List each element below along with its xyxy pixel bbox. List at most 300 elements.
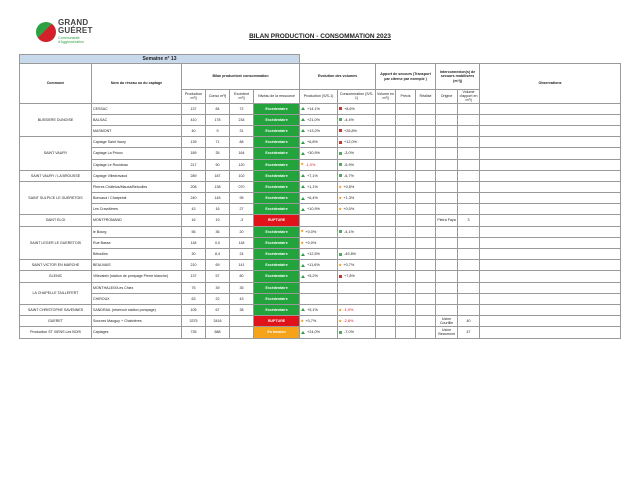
apport-volume-cell bbox=[376, 282, 396, 293]
commune-cell: Production ST VIENS Les BOIS bbox=[20, 327, 92, 338]
square-icon bbox=[339, 331, 342, 334]
conso-evo-cell-value: -6,7% bbox=[344, 173, 354, 178]
conso-cell: 36 bbox=[206, 226, 230, 237]
production-cell: 3375 bbox=[182, 316, 206, 327]
apport-precis-cell bbox=[396, 215, 416, 226]
origine-cell bbox=[436, 226, 458, 237]
origine-cell bbox=[436, 204, 458, 215]
observations-cell bbox=[480, 215, 621, 226]
apport-realise-cell bbox=[416, 237, 436, 248]
conso-evo-cell-value: +0,0% bbox=[343, 207, 355, 212]
conso-evo-cell-value: +1,3% bbox=[343, 196, 355, 201]
vol-apport-cell bbox=[458, 103, 480, 114]
commune-cell: SAINT CHRISTOPHE SAVENNES bbox=[20, 304, 92, 315]
observations-cell bbox=[480, 148, 621, 159]
apport-precis-cell bbox=[396, 327, 416, 338]
conso-evo-cell bbox=[338, 181, 376, 192]
apport-precis-cell bbox=[396, 125, 416, 136]
apport-precis-cell bbox=[396, 193, 416, 204]
arrow-up-icon bbox=[301, 197, 305, 200]
conso-cell: 22 bbox=[206, 293, 230, 304]
prod-evo-cell-value: +5,2% bbox=[307, 274, 318, 279]
header-observations: Observations bbox=[480, 64, 621, 104]
apport-realise-cell bbox=[416, 114, 436, 125]
conso-evo-cell bbox=[338, 226, 376, 237]
niveau-badge: Excédentaire bbox=[254, 260, 300, 271]
table-row bbox=[20, 148, 621, 159]
conso-cell: 138 bbox=[206, 181, 230, 192]
arrow-up-icon bbox=[301, 141, 305, 144]
table-row bbox=[20, 170, 621, 181]
square-icon bbox=[339, 141, 342, 144]
arrow-up-icon bbox=[301, 208, 305, 211]
apport-volume-cell bbox=[376, 148, 396, 159]
excedent-cell: 141 bbox=[230, 260, 254, 271]
header-vol-apport: Volume d'apport en m³/j bbox=[458, 90, 480, 104]
production-cell: 735 bbox=[182, 327, 206, 338]
apport-volume-cell bbox=[376, 125, 396, 136]
table-row bbox=[20, 204, 621, 215]
observations-cell bbox=[480, 125, 621, 136]
origine-cell bbox=[436, 237, 458, 248]
reseau-cell: Captage La Prioux bbox=[92, 148, 182, 159]
square-icon bbox=[339, 152, 342, 155]
prod-evo-cell-value: +21,0% bbox=[307, 117, 321, 122]
reseau-cell: Captages bbox=[92, 327, 182, 338]
header-precis: Précis bbox=[396, 90, 416, 104]
production-cell: 410 bbox=[182, 114, 206, 125]
conso-evo-cell bbox=[338, 304, 376, 315]
prod-evo-cell-value: -1,0% bbox=[305, 162, 316, 167]
apport-volume-cell bbox=[376, 226, 396, 237]
conso-evo-cell bbox=[338, 159, 376, 170]
excedent-cell: 72 bbox=[230, 103, 254, 114]
reseau-cell: Captage Villedravaud bbox=[92, 170, 182, 181]
commune-cell: GUERET bbox=[20, 316, 92, 327]
niveau-badge: Excédentaire bbox=[254, 148, 300, 159]
conso-evo-cell bbox=[338, 137, 376, 148]
logo-subtitle: Communauté d'Agglomération bbox=[58, 36, 84, 44]
table-row bbox=[20, 271, 621, 282]
apport-realise-cell bbox=[416, 193, 436, 204]
prod-evo-cell bbox=[300, 114, 338, 125]
diamond-icon bbox=[339, 264, 342, 267]
reseau-cell: CESSAC bbox=[92, 103, 182, 114]
apport-realise-cell bbox=[416, 226, 436, 237]
apport-realise-cell bbox=[416, 181, 436, 192]
apport-precis-cell bbox=[396, 316, 416, 327]
conso-evo-cell bbox=[338, 237, 376, 248]
apport-precis-cell bbox=[396, 226, 416, 237]
conso-cell: 16 bbox=[206, 204, 230, 215]
excedent-cell: 120 bbox=[230, 159, 254, 170]
table-row bbox=[20, 137, 621, 148]
niveau-badge: Excédentaire bbox=[254, 193, 300, 204]
apport-precis-cell bbox=[396, 137, 416, 148]
diamond-icon bbox=[301, 163, 304, 166]
apport-precis-cell bbox=[396, 159, 416, 170]
observations-cell bbox=[480, 103, 621, 114]
apport-realise-cell bbox=[416, 293, 436, 304]
conso-evo-cell bbox=[338, 249, 376, 260]
prod-evo-cell-value: +24,0% bbox=[307, 330, 321, 335]
table-row bbox=[20, 237, 621, 248]
vol-apport-cell bbox=[458, 137, 480, 148]
reseau-cell: Captage Le Rouideau bbox=[92, 159, 182, 170]
vol-apport-cell bbox=[458, 159, 480, 170]
vol-apport-cell bbox=[458, 114, 480, 125]
report-table bbox=[19, 54, 621, 339]
excedent-cell: -3 bbox=[230, 215, 254, 226]
header-volume: Volume en m³/j bbox=[376, 90, 396, 104]
conso-cell: 67 bbox=[206, 304, 230, 315]
prod-evo-cell-value: +11,6% bbox=[307, 263, 320, 268]
production-cell: 189 bbox=[182, 148, 206, 159]
prod-evo-cell bbox=[300, 304, 338, 315]
prod-evo-cell bbox=[300, 249, 338, 260]
conso-cell: 187 bbox=[206, 170, 230, 181]
conso-evo-cell bbox=[338, 282, 376, 293]
apport-realise-cell bbox=[416, 271, 436, 282]
origine-cell bbox=[436, 159, 458, 170]
excedent-cell: 80 bbox=[230, 271, 254, 282]
header-conso: Conso m³/j bbox=[206, 90, 230, 104]
conso-cell: 688 bbox=[206, 327, 230, 338]
apport-precis-cell bbox=[396, 260, 416, 271]
diamond-icon bbox=[301, 319, 304, 322]
prod-evo-cell bbox=[300, 293, 338, 304]
niveau-badge: Excédentaire bbox=[254, 125, 300, 136]
production-cell: 217 bbox=[182, 159, 206, 170]
prod-evo-cell bbox=[300, 260, 338, 271]
production-cell: 40 bbox=[182, 125, 206, 136]
production-cell: 30 bbox=[182, 249, 206, 260]
diamond-icon bbox=[301, 230, 304, 233]
reseau-cell: Pierres Châtelus/Mauxa/Betoulles bbox=[92, 181, 182, 192]
apport-volume-cell bbox=[376, 137, 396, 148]
arrow-up-icon bbox=[301, 331, 305, 334]
conso-evo-cell-value: +0,7% bbox=[343, 263, 355, 268]
square-icon bbox=[339, 163, 342, 166]
apport-realise-cell bbox=[416, 249, 436, 260]
excedent-cell: 27 bbox=[230, 204, 254, 215]
vol-apport-cell bbox=[458, 249, 480, 260]
vol-apport-cell: 3 bbox=[458, 215, 480, 226]
apport-volume-cell bbox=[376, 170, 396, 181]
conso-evo-cell bbox=[338, 114, 376, 125]
square-icon bbox=[339, 275, 342, 278]
apport-volume-cell bbox=[376, 304, 396, 315]
header-commune: Commune bbox=[20, 64, 92, 104]
apport-volume-cell bbox=[376, 103, 396, 114]
prod-evo-cell-value: +0,0% bbox=[305, 240, 317, 245]
reseau-cell: MONTHALEIX/Les Chiez bbox=[92, 282, 182, 293]
apport-precis-cell bbox=[396, 237, 416, 248]
prod-evo-cell-value: +6,8% bbox=[307, 140, 318, 145]
prod-evo-cell bbox=[300, 148, 338, 159]
excedent-cell: 95 bbox=[230, 193, 254, 204]
conso-evo-cell bbox=[338, 271, 376, 282]
conso-evo-cell-value: +26,8% bbox=[344, 128, 358, 133]
header-excedent: Excédent m³/j bbox=[230, 90, 254, 104]
niveau-badge: Excédentaire bbox=[254, 103, 300, 114]
conso-cell: 69 bbox=[206, 260, 230, 271]
observations-cell bbox=[480, 137, 621, 148]
diamond-icon bbox=[301, 241, 304, 244]
conso-evo-cell-value: -4,4% bbox=[344, 117, 354, 122]
prod-evo-cell bbox=[300, 316, 338, 327]
apport-volume-cell bbox=[376, 159, 396, 170]
prod-evo-cell bbox=[300, 226, 338, 237]
observations-cell bbox=[480, 293, 621, 304]
conso-cell: 71 bbox=[206, 137, 230, 148]
conso-evo-cell bbox=[338, 260, 376, 271]
commune-cell: BUSSIERE DUNOISE bbox=[20, 103, 92, 137]
prod-evo-cell bbox=[300, 237, 338, 248]
vol-apport-cell bbox=[458, 260, 480, 271]
conso-cell: 84 bbox=[206, 103, 230, 114]
reseau-cell: MASMONT bbox=[92, 125, 182, 136]
observations-cell bbox=[480, 237, 621, 248]
excedent-cell: 31 bbox=[230, 125, 254, 136]
production-cell: 137 bbox=[182, 103, 206, 114]
arrow-up-icon bbox=[301, 253, 305, 256]
conso-evo-cell-value: -2,8% bbox=[343, 319, 354, 324]
excedent-cell: 070 bbox=[230, 181, 254, 192]
production-cell: 210 bbox=[182, 260, 206, 271]
apport-realise-cell bbox=[416, 170, 436, 181]
arrow-up-icon bbox=[301, 129, 305, 132]
prod-evo-cell-value: +1,1% bbox=[307, 184, 318, 189]
origine-cell bbox=[436, 170, 458, 181]
prod-evo-cell-value: +14,1% bbox=[307, 106, 321, 111]
arrow-up-icon bbox=[301, 174, 305, 177]
reseau-cell: BEAUVAIS bbox=[92, 260, 182, 271]
niveau-badge: Excédentaire bbox=[254, 181, 300, 192]
origine-cell bbox=[436, 181, 458, 192]
origine-cell bbox=[436, 125, 458, 136]
production-cell: 105 bbox=[182, 304, 206, 315]
origine-cell bbox=[436, 293, 458, 304]
apport-precis-cell bbox=[396, 181, 416, 192]
commune-cell: GLENIC bbox=[20, 271, 92, 282]
production-cell: 137 bbox=[182, 271, 206, 282]
header-prod-evo: Production (S/S-1) bbox=[300, 90, 338, 104]
table-row bbox=[20, 103, 621, 114]
header-evolution: Evolution des volumes bbox=[300, 64, 376, 90]
observations-cell bbox=[480, 170, 621, 181]
commune-cell: LA CHAPELLE TAILLEFERT bbox=[20, 282, 92, 304]
apport-precis-cell bbox=[396, 282, 416, 293]
apport-volume-cell bbox=[376, 193, 396, 204]
apport-volume-cell bbox=[376, 204, 396, 215]
prod-evo-cell bbox=[300, 271, 338, 282]
conso-evo-cell bbox=[338, 148, 376, 159]
conso-cell: 90 bbox=[206, 159, 230, 170]
header-conso-evo: Consommation (S/S-1) bbox=[338, 90, 376, 104]
conso-evo-cell bbox=[338, 316, 376, 327]
apport-realise-cell bbox=[416, 215, 436, 226]
apport-volume-cell bbox=[376, 215, 396, 226]
production-cell: 289 bbox=[182, 170, 206, 181]
apport-volume-cell bbox=[376, 327, 396, 338]
conso-cell: 145 bbox=[206, 193, 230, 204]
observations-cell bbox=[480, 327, 621, 338]
table-row bbox=[20, 327, 621, 338]
excedent-cell: 102 bbox=[230, 170, 254, 181]
table-row bbox=[20, 125, 621, 136]
prod-evo-cell-value: +5,1% bbox=[307, 307, 318, 312]
origine-cell bbox=[436, 137, 458, 148]
observations-cell bbox=[480, 249, 621, 260]
observations-cell bbox=[480, 271, 621, 282]
diamond-icon bbox=[339, 185, 342, 188]
conso-evo-cell bbox=[338, 170, 376, 181]
conso-cell: 39 bbox=[206, 282, 230, 293]
header-bilan: Bilan production/ consommation bbox=[182, 64, 300, 90]
conso-evo-cell-value: +8,6% bbox=[344, 106, 355, 111]
production-cell: 56 bbox=[182, 226, 206, 237]
vol-apport-cell bbox=[458, 282, 480, 293]
niveau-badge: RUPTURE bbox=[254, 215, 300, 226]
conso-evo-cell-value: +0,5% bbox=[343, 184, 355, 189]
apport-realise-cell bbox=[416, 327, 436, 338]
table-row bbox=[20, 249, 621, 260]
origine-cell bbox=[436, 304, 458, 315]
niveau-badge: RUPTURE bbox=[254, 316, 300, 327]
diamond-icon bbox=[339, 196, 342, 199]
conso-evo-cell bbox=[338, 293, 376, 304]
header-production: Production m³/j bbox=[182, 90, 206, 104]
commune-cell: SAINT VAURY bbox=[20, 137, 92, 171]
origine-cell bbox=[436, 103, 458, 114]
header-reseau: Nom du réseau ou du captage bbox=[92, 64, 182, 104]
excedent-cell: 35 bbox=[230, 282, 254, 293]
apport-precis-cell bbox=[396, 271, 416, 282]
square-icon bbox=[339, 174, 342, 177]
production-cell: 118 bbox=[182, 237, 206, 248]
conso-cell: 19 bbox=[206, 215, 230, 226]
conso-cell: 35 bbox=[206, 148, 230, 159]
vol-apport-cell bbox=[458, 181, 480, 192]
table-row bbox=[20, 282, 621, 293]
header-interco: Interconnexion(s) de secours mobilisées (m³/j) bbox=[436, 64, 480, 90]
apport-volume-cell bbox=[376, 271, 396, 282]
niveau-badge: Excédentaire bbox=[254, 159, 300, 170]
commune-cell: SAINT ELOI bbox=[20, 215, 92, 226]
apport-volume-cell bbox=[376, 114, 396, 125]
apport-volume-cell bbox=[376, 181, 396, 192]
apport-realise-cell bbox=[416, 204, 436, 215]
vol-apport-cell bbox=[458, 170, 480, 181]
conso-evo-cell-value: -5,9% bbox=[344, 162, 354, 167]
vol-apport-cell: 47 bbox=[458, 327, 480, 338]
prod-evo-cell bbox=[300, 181, 338, 192]
prod-evo-cell bbox=[300, 137, 338, 148]
table-row bbox=[20, 193, 621, 204]
apport-precis-cell bbox=[396, 114, 416, 125]
vol-apport-cell bbox=[458, 226, 480, 237]
observations-cell bbox=[480, 181, 621, 192]
conso-cell: 178 bbox=[206, 114, 230, 125]
excedent-cell: 88 bbox=[230, 137, 254, 148]
table-row bbox=[20, 114, 621, 125]
origine-cell: Usine Courtille bbox=[436, 316, 458, 327]
apport-precis-cell bbox=[396, 304, 416, 315]
niveau-badge: En tension bbox=[254, 327, 300, 338]
origine-cell bbox=[436, 193, 458, 204]
header-realise: Réalisé bbox=[416, 90, 436, 104]
production-cell: 75 bbox=[182, 282, 206, 293]
apport-precis-cell bbox=[396, 103, 416, 114]
excedent-cell bbox=[230, 316, 254, 327]
apport-realise-cell bbox=[416, 159, 436, 170]
conso-evo-cell bbox=[338, 327, 376, 338]
table-row bbox=[20, 260, 621, 271]
excedent-cell: 234 bbox=[230, 114, 254, 125]
vol-apport-cell bbox=[458, 304, 480, 315]
arrow-up-icon bbox=[301, 264, 305, 267]
niveau-badge: Excédentaire bbox=[254, 170, 300, 181]
prod-evo-cell bbox=[300, 204, 338, 215]
niveau-badge: Excédentaire bbox=[254, 204, 300, 215]
excedent-cell: 24 bbox=[230, 249, 254, 260]
commune-cell: SAINT LEGER LE GUERETOIS bbox=[20, 226, 92, 260]
conso-cell: 8,4 bbox=[206, 249, 230, 260]
prod-evo-cell bbox=[300, 159, 338, 170]
conso-evo-cell bbox=[338, 193, 376, 204]
reseau-cell: Les Cravolières bbox=[92, 204, 182, 215]
table-row bbox=[20, 293, 621, 304]
reseau-cell: Sources Mauguy + Chabrières bbox=[92, 316, 182, 327]
excedent-cell bbox=[230, 327, 254, 338]
apport-realise-cell bbox=[416, 282, 436, 293]
origine-cell bbox=[436, 249, 458, 260]
observations-cell bbox=[480, 114, 621, 125]
prod-evo-cell bbox=[300, 103, 338, 114]
table-row bbox=[20, 226, 621, 237]
niveau-badge: Excédentaire bbox=[254, 304, 300, 315]
reseau-cell: Bétoulles bbox=[92, 249, 182, 260]
arrow-up-icon bbox=[301, 118, 305, 121]
excedent-cell: 20 bbox=[230, 226, 254, 237]
niveau-badge: Excédentaire bbox=[254, 249, 300, 260]
diamond-icon bbox=[339, 308, 342, 311]
vol-apport-cell: 40 bbox=[458, 316, 480, 327]
commune-cell: SAINT SULPICE LE GUERETOIS bbox=[20, 181, 92, 215]
niveau-badge: Excédentaire bbox=[254, 237, 300, 248]
apport-volume-cell bbox=[376, 316, 396, 327]
square-icon bbox=[339, 129, 342, 132]
observations-cell bbox=[480, 193, 621, 204]
apport-precis-cell bbox=[396, 148, 416, 159]
apport-precis-cell bbox=[396, 293, 416, 304]
prod-evo-cell-value: +10,9% bbox=[307, 207, 321, 212]
conso-evo-cell bbox=[338, 125, 376, 136]
table-row bbox=[20, 181, 621, 192]
vol-apport-cell bbox=[458, 293, 480, 304]
table-row bbox=[20, 159, 621, 170]
conso-evo-cell bbox=[338, 215, 376, 226]
header-origine: Origine bbox=[436, 90, 458, 104]
reseau-cell: SANDRAIL (réservoir station pompage) bbox=[92, 304, 182, 315]
page-title: BILAN PRODUCTION - CONSOMMATION 2023 bbox=[249, 33, 391, 40]
prod-evo-cell bbox=[300, 327, 338, 338]
apport-precis-cell bbox=[396, 249, 416, 260]
square-icon bbox=[339, 253, 342, 256]
production-cell: 208 bbox=[182, 181, 206, 192]
apport-volume-cell bbox=[376, 260, 396, 271]
